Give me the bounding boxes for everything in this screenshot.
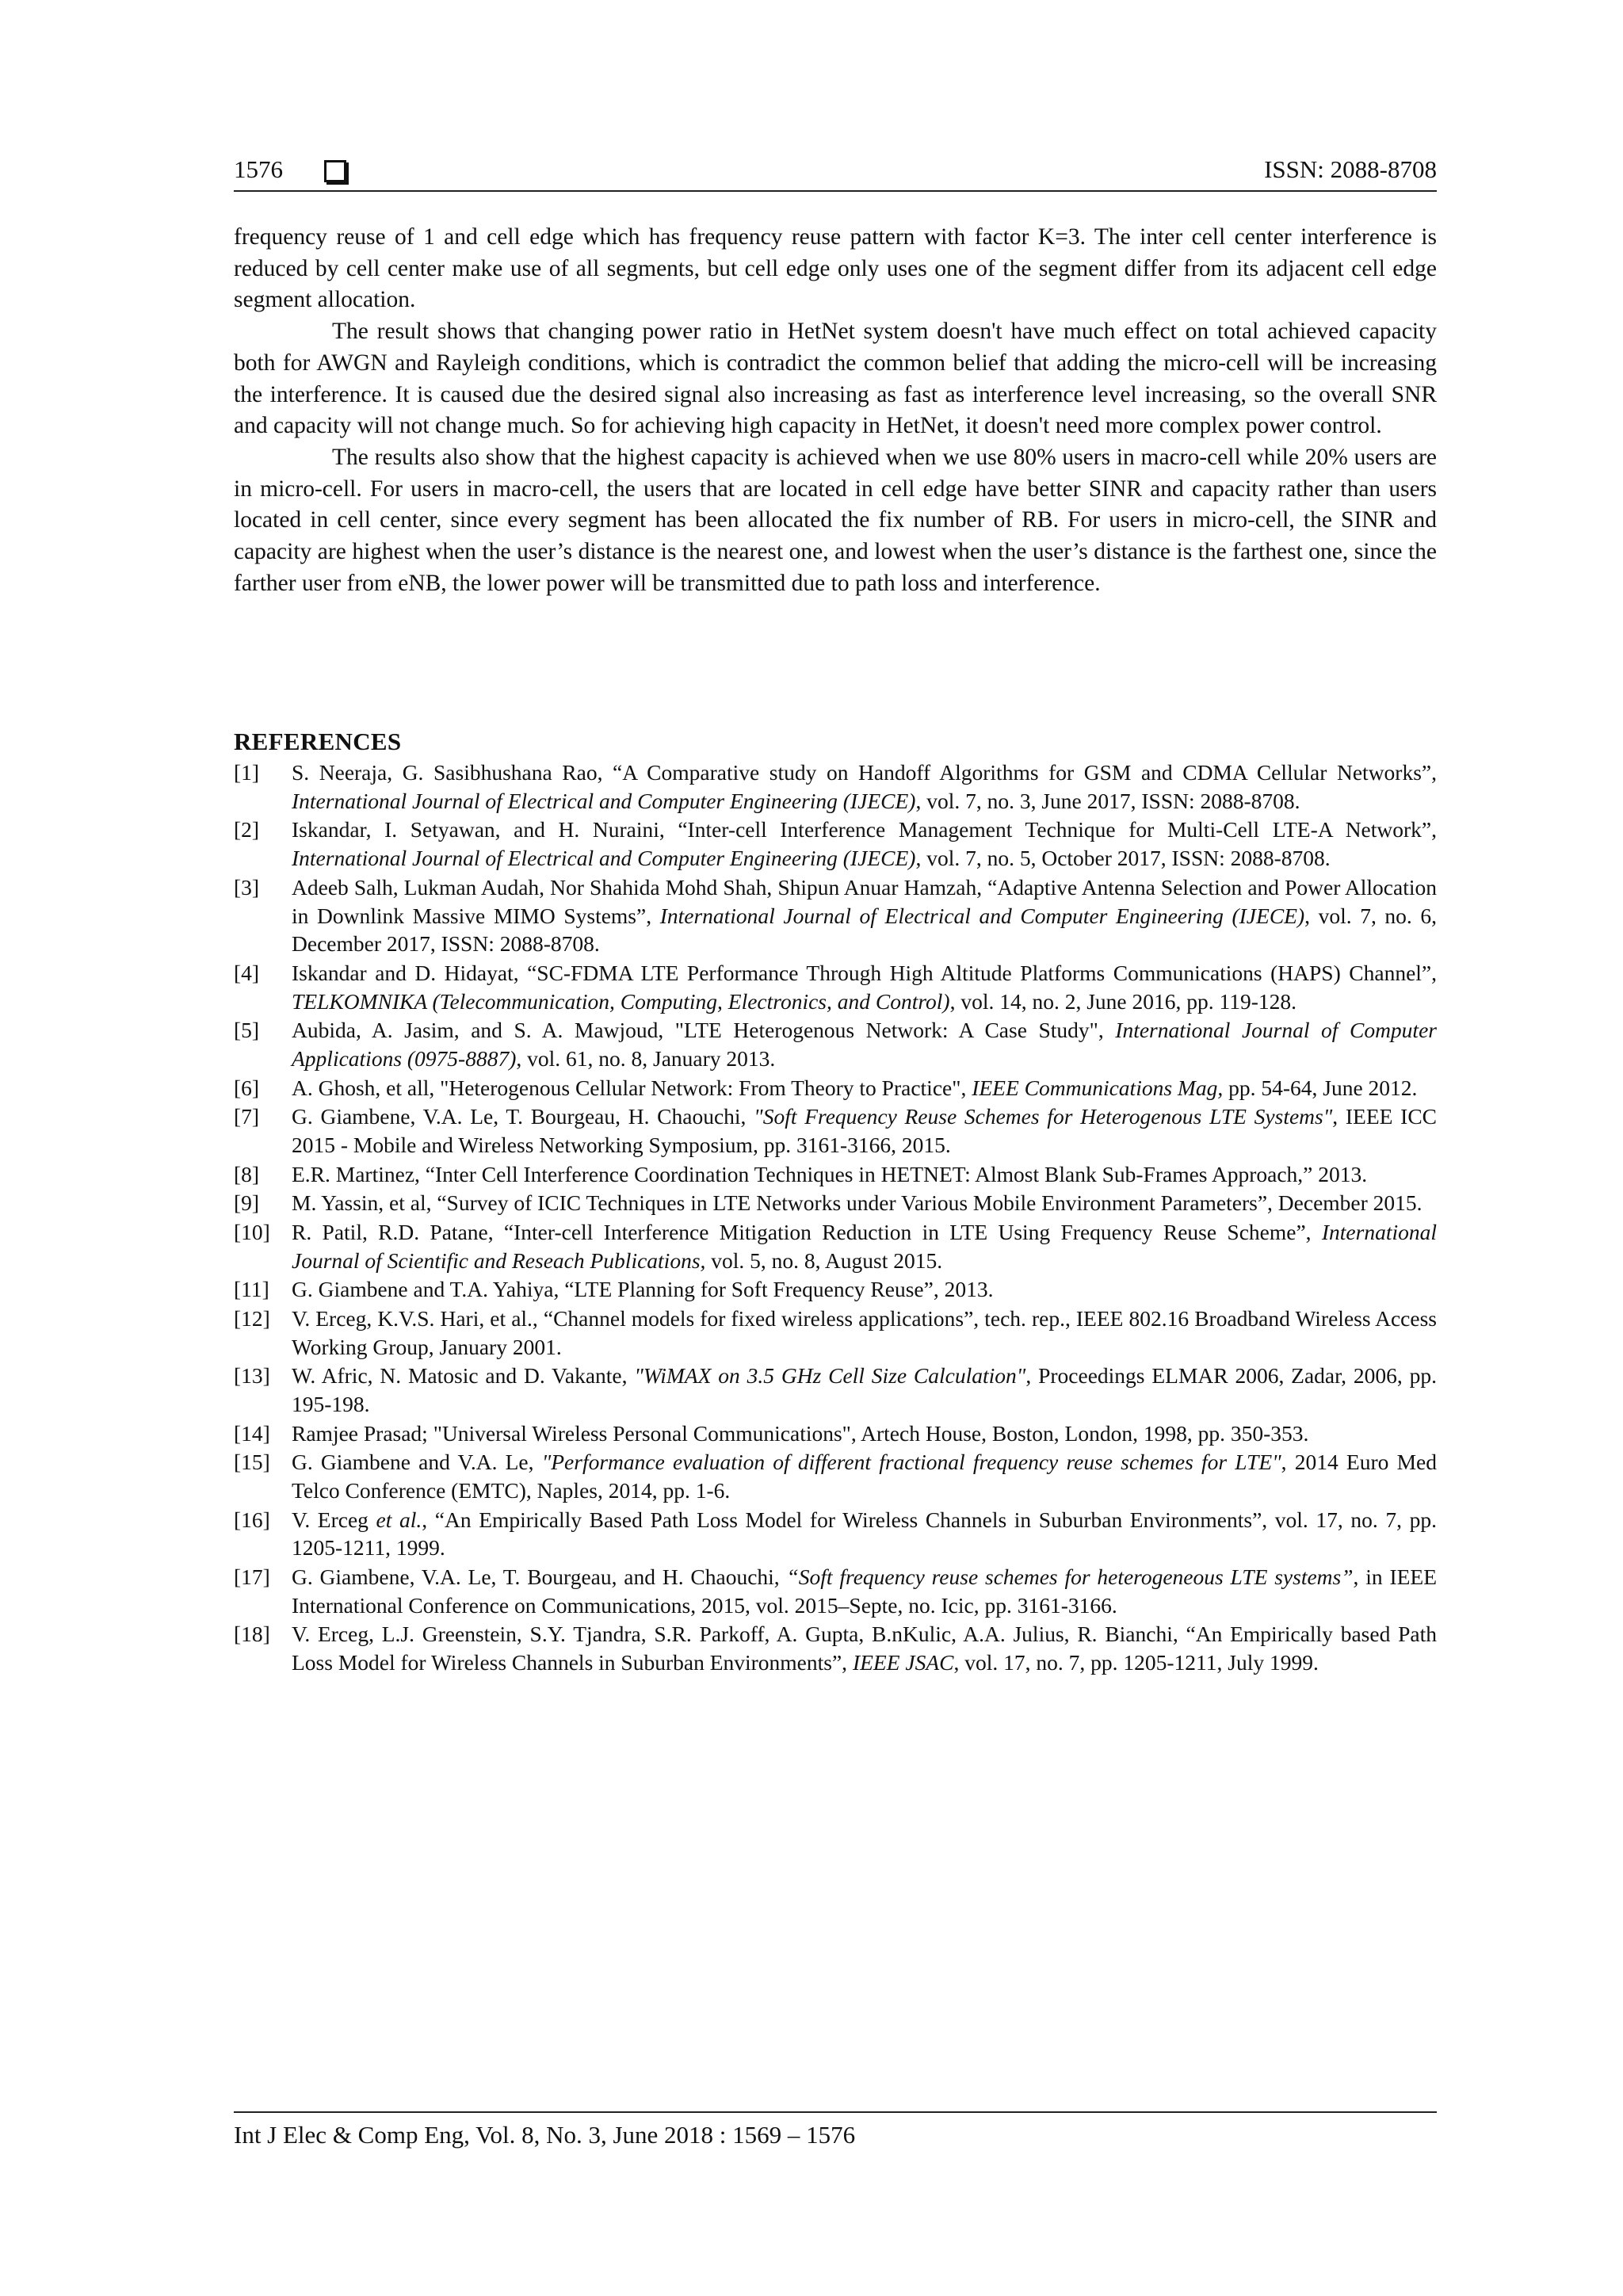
reference-item bbox=[234, 816, 1437, 873]
reference-number: [4] bbox=[234, 960, 260, 985]
reference-item bbox=[234, 1448, 1437, 1505]
reference-text: Aubida, A. Jasim, and S. A. Mawjoud, "LTE Heterogenous Network: A Case Study", International Journal of Computer Applications (0975-8887), vol. 61, no. 8, January 2013. bbox=[292, 1018, 1437, 1072]
reference-list bbox=[234, 758, 1437, 1678]
paragraph: frequency reuse of 1 and cell edge which has frequency reuse pattern with factor K=3. The inter cell center interference is reduced by cell center make use of all segments, but cell edge only uses one of the segment differ from its adjacent cell edge segment allocation. bbox=[234, 224, 1437, 313]
reference-number: [15] bbox=[234, 1450, 270, 1475]
reference-text: G. Giambene and T.A. Yahiya, “LTE Planning for Soft Frequency Reuse”, 2013. bbox=[292, 1277, 994, 1302]
issn-label: ISSN: 2088-8708 bbox=[1264, 155, 1437, 183]
reference-item bbox=[234, 959, 1437, 1016]
reference-text: G. Giambene, V.A. Le, T. Bourgeau, H. Chaouchi, "Soft Frequency Reuse Schemes for Heterogenous LTE Systems", IEEE ICC 2015 - Mobile and Wireless Networking Symposium, pp. 3161-3166, 2015. bbox=[292, 1104, 1438, 1158]
reference-item bbox=[234, 1362, 1437, 1419]
reference-number: [11] bbox=[234, 1277, 269, 1302]
reference-number: [1] bbox=[234, 760, 260, 785]
reference-item bbox=[234, 1506, 1437, 1563]
reference-text: Iskandar and D. Hidayat, “SC-FDMA LTE Performance Through High Altitude Platforms Communications (HAPS) Channel”, TELKOMNIKA (Telecommunication, Computing, Electronics, and Control), vol. 14, no. 2, June 2016, pp. 119-128. bbox=[292, 960, 1437, 1014]
reference-number: [17] bbox=[234, 1564, 270, 1590]
reference-number: [2] bbox=[234, 817, 260, 842]
reference-text: Iskandar, I. Setyawan, and H. Nuraini, “Inter-cell Interference Management Technique for Multi-Cell LTE-A Network”, International Journal of Electrical and Computer Engineering (IJECE), vol. 7, no. 5, October 2017, ISSN: 2088-8708. bbox=[292, 817, 1437, 871]
reference-item bbox=[234, 1275, 1437, 1304]
reference-text: A. Ghosh, et all, "Heterogenous Cellular Network: From Theory to Practice", IEEE Communications Mag, pp. 54-64, June 2012. bbox=[292, 1075, 1418, 1100]
reference-number: [18] bbox=[234, 1622, 270, 1647]
reference-text: Ramjee Prasad; "Universal Wireless Personal Communications", Artech House, Boston, London, 1998, pp. 350-353. bbox=[292, 1420, 1309, 1446]
reference-number: [3] bbox=[234, 874, 260, 900]
reference-text: R. Patil, R.D. Patane, “Inter-cell Interference Mitigation Reduction in LTE Using Frequency Reuse Scheme”, International Journal of Scientific and Reseach Publications, vol. 5, no. 8, August 2015. bbox=[292, 1219, 1437, 1273]
reference-number: [13] bbox=[234, 1363, 270, 1389]
running-header bbox=[234, 155, 1437, 192]
reference-text: E.R. Martinez, “Inter Cell Interference Coordination Techniques in HETNET: Almost Blank Sub-Frames Approach,” 2013. bbox=[292, 1161, 1368, 1186]
reference-number: [10] bbox=[234, 1219, 270, 1244]
reference-item bbox=[234, 1189, 1437, 1217]
reference-item bbox=[234, 1620, 1437, 1677]
reference-item bbox=[234, 1218, 1437, 1275]
reference-item bbox=[234, 1563, 1437, 1620]
reference-item bbox=[234, 1102, 1437, 1159]
reference-item bbox=[234, 873, 1437, 958]
reference-number: [16] bbox=[234, 1507, 270, 1532]
reference-text: S. Neeraja, G. Sasibhushana Rao, “A Comparative study on Handoff Algorithms for GSM and CDMA Cellular Networks”, International Journal of Electrical and Computer Engineering (IJECE), vol. 7, no. 3, June 2017, ISSN: 2088-8708. bbox=[292, 760, 1437, 813]
reference-item bbox=[234, 1074, 1437, 1102]
reference-item bbox=[234, 1419, 1437, 1448]
running-footer: Int J Elec & Comp Eng, Vol. 8, No. 3, June 2018 : 1569 – 1576 bbox=[234, 2111, 1437, 2149]
reference-text: M. Yassin, et al, “Survey of ICIC Techniques in LTE Networks under Various Mobile Environment Parameters”, December 2015. bbox=[292, 1190, 1423, 1216]
reference-number: [7] bbox=[234, 1104, 260, 1129]
reference-number: [8] bbox=[234, 1161, 260, 1186]
reference-text: V. Erceg, L.J. Greenstein, S.Y. Tjandra, S.R. Parkoff, A. Gupta, B.nKulic, A.A. Julius, R. Bianchi, “An Empirically based Path Loss Model for Wireless Channels in Suburban Environments”, IEEE JSAC, vol. 17, no. 7, pp. 1205-1211, July 1999. bbox=[292, 1622, 1437, 1675]
reference-number: [5] bbox=[234, 1018, 260, 1043]
paragraph: The results also show that the highest capacity is achieved when we use 80% users in macro-cell while 20% users are in micro-cell. For users in macro-cell, the users that are located in cell edge have better SINR and capacity rather than users located in cell center, since every segment has been allocated the fix number of RB. For users in micro-cell, the SINR and capacity are highest when the user’s distance is the nearest one, and lowest when the user’s distance is the farthest one, since the farther user from eNB, the lower power will be transmitted due to path loss and interference. bbox=[234, 444, 1437, 596]
reference-text: V. Erceg et al., “An Empirically Based Path Loss Model for Wireless Channels in Suburban Environments”, vol. 17, no. 7, pp. 1205-1211, 1999. bbox=[292, 1507, 1438, 1561]
reference-number: [9] bbox=[234, 1190, 260, 1216]
reference-item bbox=[234, 1305, 1437, 1362]
page-number: 1576 bbox=[234, 155, 283, 183]
body-text bbox=[234, 222, 1437, 599]
reference-text: Adeeb Salh, Lukman Audah, Nor Shahida Mohd Shah, Shipun Anuar Hamzah, “Adaptive Antenna Selection and Power Allocation in Downlink Massive MIMO Systems”, International Journal of Electrical and Computer Engineering (IJECE), vol. 7, no. 6, December 2017, ISSN: 2088-8708. bbox=[292, 874, 1437, 957]
reference-item bbox=[234, 1016, 1437, 1073]
reference-number: [14] bbox=[234, 1420, 270, 1446]
reference-item bbox=[234, 758, 1437, 816]
reference-text: W. Afric, N. Matosic and D. Vakante, "WiMAX on 3.5 GHz Cell Size Calculation", Proceedings ELMAR 2006, Zadar, 2006, pp. 195-198. bbox=[292, 1363, 1437, 1417]
paragraph: The result shows that changing power ratio in HetNet system doesn't have much effect on total achieved capacity both for AWGN and Rayleigh conditions, which is contradict the common belief that adding the micro-cell will be increasing the interference. It is caused due the desired signal also increasing as fast as interference level increasing, so the overall SNR and capacity will not change much. So for achieving high capacity in HetNet, it doesn't need more complex power control. bbox=[234, 319, 1437, 439]
square-bullet-icon bbox=[324, 160, 346, 182]
reference-number: [6] bbox=[234, 1075, 260, 1100]
reference-item bbox=[234, 1160, 1437, 1189]
reference-text: G. Giambene and V.A. Le, "Performance evaluation of different fractional frequency reuse schemes for LTE", 2014 Euro Med Telco Conference (EMTC), Naples, 2014, pp. 1-6. bbox=[292, 1450, 1437, 1503]
references-heading: REFERENCES bbox=[234, 728, 402, 755]
reference-text: V. Erceg, K.V.S. Hari, et al., “Channel models for fixed wireless applications”, tech. rep., IEEE 802.16 Broadband Wireless Access Working Group, January 2001. bbox=[292, 1305, 1437, 1359]
reference-text: G. Giambene, V.A. Le, T. Bourgeau, and H. Chaouchi, “Soft frequency reuse schemes for heterogeneous LTE systems”, in IEEE International Conference on Communications, 2015, vol. 2015–Septe, no. Icic, pp. 3161-3166. bbox=[292, 1564, 1438, 1618]
reference-number: [12] bbox=[234, 1305, 270, 1331]
